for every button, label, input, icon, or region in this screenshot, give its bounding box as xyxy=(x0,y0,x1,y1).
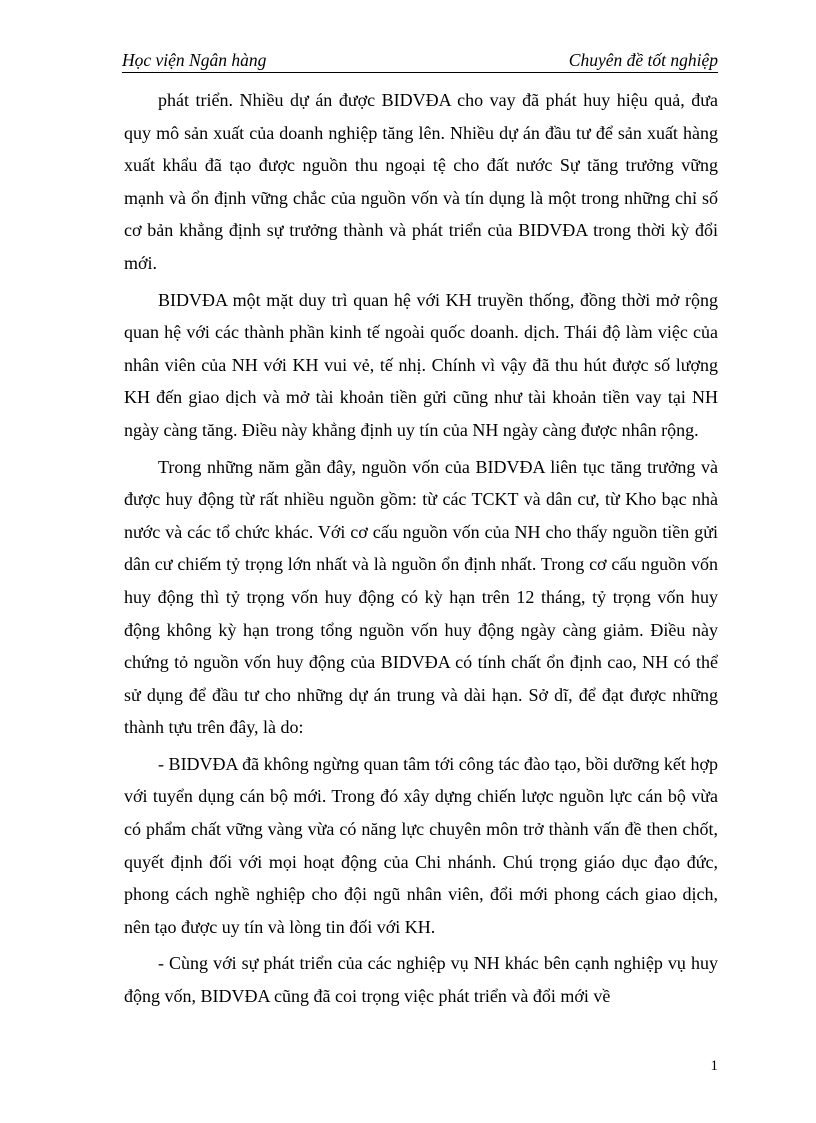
paragraph: phát triển. Nhiều dự án được BIDVĐA cho vay đã phát huy hiệu quả, đưa quy mô sản xuất của doanh nghiệp tăng lên. Nhiều dự án đầu tư để sản xuất hàng xuất khẩu đã tạo được nguồn thu ngoại tệ cho đất nước Sự tăng trưởng vững mạnh và ổn định vững chắc của nguồn vốn và tín dụng là một trong những chỉ số cơ bản khẳng định sự trưởng thành và phát triển của BIDVĐA trong thời kỳ đổi mới. xyxy=(124,90,718,273)
paragraph: - BIDVĐA đã không ngừng quan tâm tới công tác đào tạo, bồi dưỡng kết hợp với tuyển dụng cán bộ mới. Trong đó xây dựng chiến lược nguồn lực cán bộ vừa có phẩm chất vững vàng vừa có năng lực chuyên môn trở thành vấn đề then chốt, quyết định đối với mọi hoạt động của Chi nhánh. Chú trọng giáo dục đạo đức, phong cách nghề nghiệp cho đội ngũ nhân viên, đổi mới phong cách giao dịch, nên tạo được uy tín và lòng tin đối với KH. xyxy=(124,753,718,937)
header-institution: Học viện Ngân hàng xyxy=(122,50,267,70)
header-document-type: Chuyên đề tốt nghiệp xyxy=(568,50,718,70)
body-text xyxy=(124,84,718,1017)
paragraph: - Cùng với sự phát triển của các nghiệp vụ NH khác bên cạnh nghiệp vụ huy động vốn, BIDVĐA cũng đã coi trọng việc phát triển và đổi mới về xyxy=(124,953,718,1007)
paragraph: BIDVĐA một mặt duy trì quan hệ với KH truyền thống, đồng thời mở rộng quan hệ với các thành phần kinh tế ngoài quốc doanh. dịch. Thái độ làm việc của nhân viên của NH với KH vui vẻ, tế nhị. Chính vì vậy đã thu hút được số lượng KH đến giao dịch và mở tài khoản tiền gửi cũng như tài khoản tiền vay tại NH ngày càng tăng. Điều này khẳng định uy tín của NH ngày càng được nhân rộng. xyxy=(124,289,718,440)
paragraph: Trong những năm gần đây, nguồn vốn của BIDVĐA liên tục tăng trưởng và được huy động từ rất nhiều nguồn gồm: từ các TCKT và dân cư, từ Kho bạc nhà nước và các tổ chức khác. Với cơ cấu nguồn vốn của NH cho thấy nguồn tiền gửi dân cư chiếm tỷ trọng lớn nhất và là nguồn ổn định nhất. Trong cơ cấu nguồn vốn huy động thì tỷ trọng vốn huy động có kỳ hạn trên 12 tháng, tỷ trọng vốn huy động không kỳ hạn trong tổng nguồn vốn huy động ngày càng giảm. Điều này chứng tỏ nguồn vốn huy động của BIDVĐA có tính chất ổn định cao, NH có thể sử dụng để đầu tư cho những dự án trung và dài hạn. Sở dĩ, để đạt được những thành tựu trên đây, là do: xyxy=(124,456,718,738)
page-number: 1 xyxy=(710,1058,718,1074)
page-header xyxy=(122,48,718,73)
